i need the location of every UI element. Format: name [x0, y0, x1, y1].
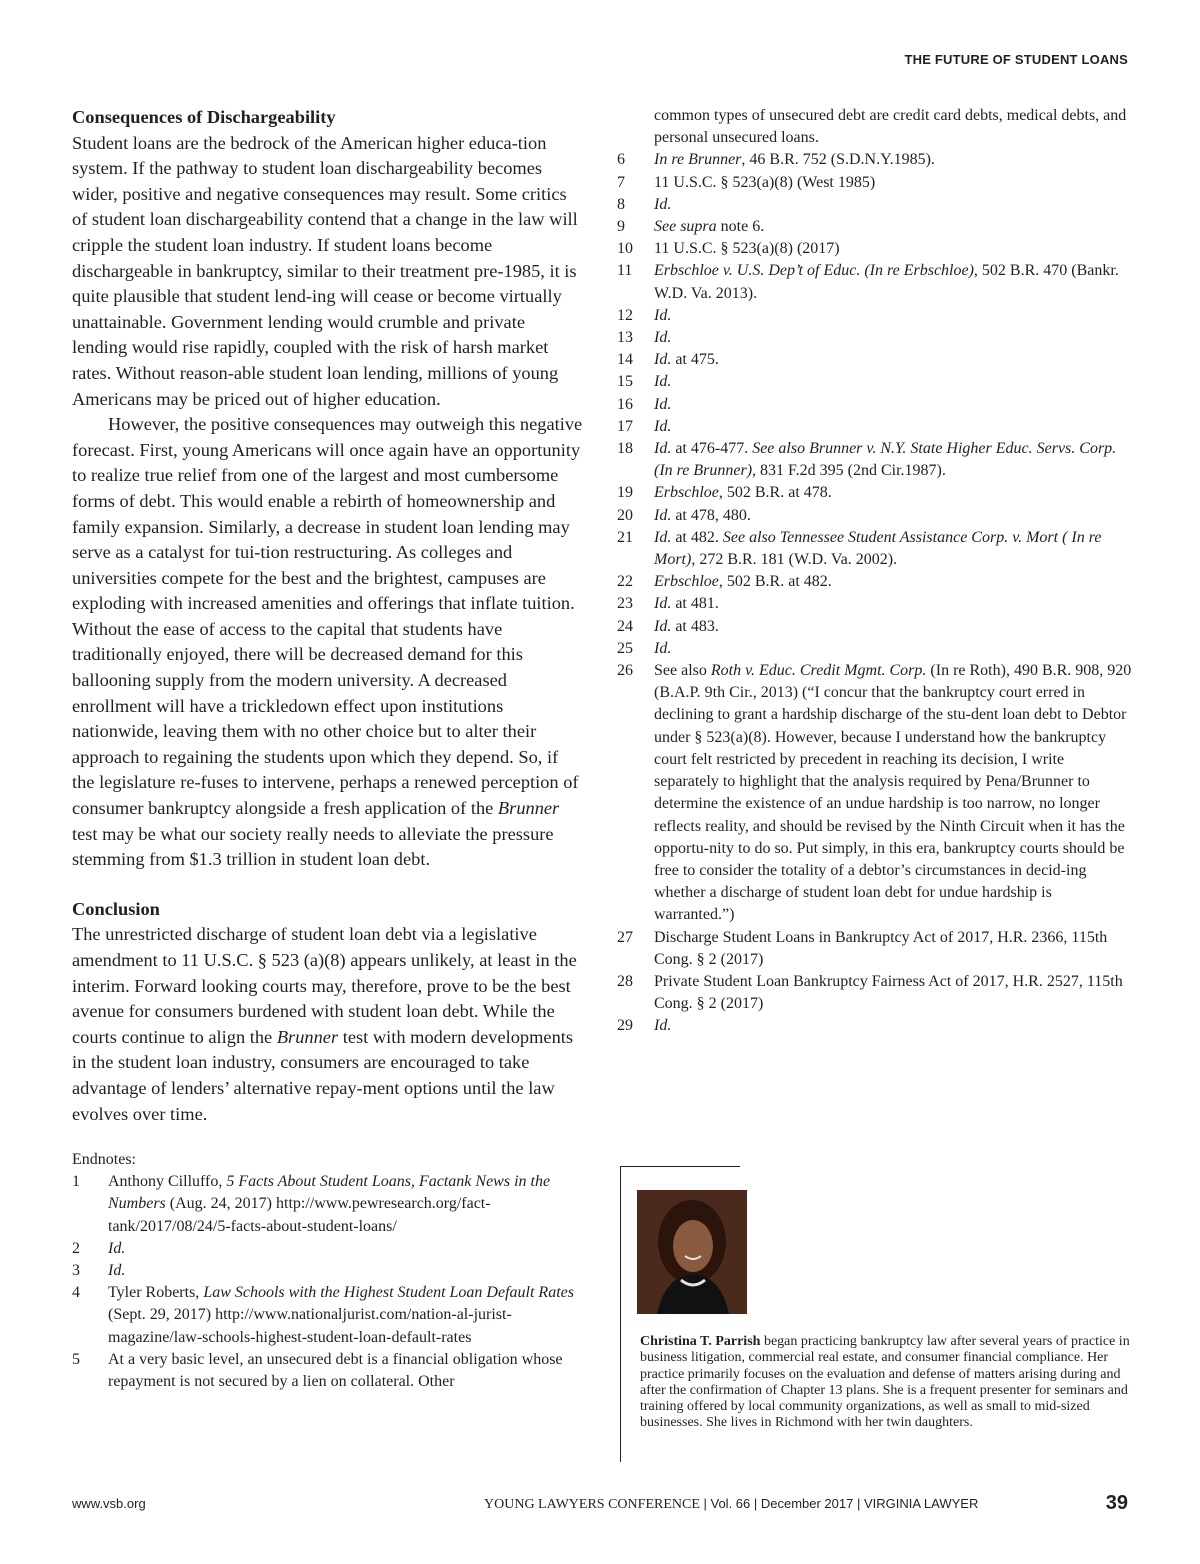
citation-text: at 478, 480. — [671, 506, 751, 524]
endnote-20 — [617, 505, 1132, 527]
endnote-text: common types of unsecured debt are credit card debts, medical debts, and personal unsecured loans. — [654, 107, 1127, 147]
endnote-text — [108, 1260, 584, 1282]
endnote-text — [108, 1238, 584, 1260]
consequences-heading: Consequences of Dischargeability — [72, 107, 336, 127]
citation-italic: Id. — [654, 617, 672, 635]
citation-text: , 831 F.2d 395 (2nd Cir.1987). — [752, 462, 946, 480]
citation-text: At a very basic level, an unsecured debt is a financial obligation whose repayment is not secured by a lien on collateral. Other — [108, 1350, 563, 1390]
paragraph-text: test may be what our society really needs to alleviate the pressure stemming from $1.3 trillion in student loan debt. — [72, 823, 554, 870]
endnote-19 — [617, 482, 1132, 504]
divider — [620, 1166, 740, 1167]
endnote-9 — [617, 216, 1132, 238]
endnote-text — [654, 238, 1132, 260]
endnote-number: 10 — [617, 240, 633, 258]
page-number: 39 — [1105, 1492, 1128, 1514]
consequences-paragraph-1: Student loans are the bedrock of the American higher educa-tion system. If the pathway to student loan dischargeability becomes wider, positive and negative consequences may result. Some critics of student loan dischargeability contend that a change in the law will cripple the student loan industry. If student loans become dischargeable in bankruptcy, similar to their treatment pre-1985, it is quite plausible that student lend-ing will cease or become virtually unattainable. Government lending would crumble and private lending would rise rapidly, coupled with the risk of harsh market rates. Without reason-able student loan lending, millions of young Americans may be priced out of higher education. — [72, 132, 578, 409]
endnotes-list-left — [72, 1171, 584, 1393]
endnote-text — [654, 371, 1132, 393]
endnote-text — [654, 971, 1132, 1015]
endnotes-list-right — [617, 149, 1132, 1037]
endnote-number: 15 — [617, 373, 633, 391]
citation-italic: Id. — [108, 1239, 126, 1257]
author-name: Christina T. Parrish — [640, 1334, 761, 1349]
endnote-text — [654, 505, 1132, 527]
endnote-number: 14 — [617, 351, 633, 369]
endnote-13 — [617, 327, 1132, 349]
endnote-text — [654, 305, 1132, 327]
paragraph-text: test with modern developments in the student loan industry, consumers are encouraged to take advantage of lenders’ alternative repay-ment options until the law evolves over time. — [72, 1026, 574, 1124]
endnote-number: 18 — [617, 440, 633, 458]
citation-italic: See also Tennessee Student Assistance Corp. v. Mort ( In re Mort) — [654, 528, 1102, 569]
endnote-number: 20 — [617, 506, 633, 524]
endnote-text — [654, 1015, 1132, 1037]
citation-text: 11 U.S.C. § 523(a)(8) (2017) — [654, 240, 840, 258]
endnote-text — [108, 1349, 584, 1393]
endnote-text — [108, 1282, 584, 1349]
citation-text: Tyler Roberts, — [108, 1284, 204, 1302]
divider — [620, 1166, 621, 1462]
endnote-number: 23 — [617, 595, 633, 613]
right-column — [617, 105, 1132, 1038]
endnote-number: 21 — [617, 528, 633, 546]
bio-text: began practicing bankruptcy law after several years of practice in business litigation, commercial real estate, and consumer financial compliance. Her practice primarily focuses on the evaluation and defense of matters arising during and after the confirmation of Chapter 13 plans. She is a frequent presenter for seminars and training offered by local community organizations, as well as small to mid-sized businesses. She lives in Richmond with her twin daughters. — [640, 1334, 1130, 1431]
endnote-text — [654, 416, 1132, 438]
endnote-number: 12 — [617, 306, 633, 324]
citation-text: (Aug. 24, 2017) http://www.pewresearch.org/fact-tank/2017/08/24/5-facts-about-student-loans/ — [108, 1195, 491, 1235]
citation-italic: See supra — [654, 218, 717, 236]
endnote-5 — [72, 1349, 584, 1393]
footer-website: www.vsb.org — [72, 1496, 146, 1511]
endnote-text — [654, 527, 1132, 571]
endnote-number: 5 — [72, 1350, 80, 1368]
endnote-number: 3 — [72, 1261, 80, 1279]
endnote-1 — [72, 1171, 584, 1238]
footer-issue: Vol. 66 | December 2017 | VIRGINIA LAWYER — [710, 1496, 979, 1511]
endnote-number: 7 — [617, 173, 625, 191]
citation-italic: Roth v. Educ. Credit Mgmt. Corp. — [710, 662, 927, 680]
consequences-paragraph-2 — [72, 412, 584, 873]
endnote-text — [654, 260, 1132, 304]
endnote-text — [654, 349, 1132, 371]
endnote-text — [654, 194, 1132, 216]
endnote-number: 25 — [617, 639, 633, 657]
endnote-28 — [617, 971, 1132, 1015]
citation-italic: Erbschloe — [654, 484, 719, 502]
endnote-16 — [617, 394, 1132, 416]
citation-text: note 6. — [716, 218, 765, 236]
endnote-22 — [617, 571, 1132, 593]
citation-italic: Id. — [654, 417, 672, 435]
citation-text: Discharge Student Loans in Bankruptcy Act of 2017, H.R. 2366, 115th Cong. § 2 (2017) — [654, 928, 1108, 968]
citation-italic: Id. — [654, 395, 672, 413]
citation-text: , 502 B.R. at 478. — [718, 484, 832, 502]
endnote-text — [654, 571, 1132, 593]
citation-italic: Id. — [108, 1261, 126, 1279]
endnote-15 — [617, 371, 1132, 393]
citation-italic: Id. — [654, 639, 672, 657]
running-head: THE FUTURE OF STUDENT LOANS — [904, 52, 1128, 67]
citation-text: See also — [654, 662, 711, 680]
endnote-text — [654, 172, 1132, 194]
endnote-14 — [617, 349, 1132, 371]
footer-separator: | — [699, 1496, 711, 1511]
citation-text: at 483. — [671, 617, 719, 635]
conclusion-paragraph — [72, 922, 584, 1127]
endnote-number: 8 — [617, 195, 625, 213]
endnote-number: 29 — [617, 1017, 633, 1035]
author-bio-box — [620, 1166, 1132, 1462]
endnote-17 — [617, 416, 1132, 438]
endnote-18 — [617, 438, 1132, 482]
citation-italic: Law Schools with the Highest Student Loan Default Rates — [203, 1284, 574, 1302]
citation-text: (Sept. 29, 2017) http://www.nationaljurist.com/nation-al-jurist-magazine/law-schools-highest-student-loan-default-rates — [108, 1306, 512, 1346]
endnote-2 — [72, 1238, 584, 1260]
conclusion-heading: Conclusion — [72, 898, 160, 919]
endnote-number: 19 — [617, 484, 633, 502]
endnote-8 — [617, 194, 1132, 216]
citation-italic: Id. — [654, 1017, 672, 1035]
endnote-text — [654, 149, 1132, 171]
citation-text: at 482. — [671, 528, 723, 546]
citation-italic: See also Brunner v. N.Y. State Higher Educ. Servs. Corp. (In re Brunner) — [654, 440, 1117, 480]
endnote-number: 11 — [617, 262, 633, 280]
citation-text: Private Student Loan Bankruptcy Fairness Act of 2017, H.R. 2527, 115th Cong. § 2 (2017) — [654, 972, 1123, 1013]
endnote-text — [654, 593, 1132, 615]
citation-italic: In re Brunner — [654, 151, 742, 169]
endnote-text — [654, 660, 1132, 926]
citation-text: Anthony Cilluffo, — [108, 1173, 227, 1191]
endnote-number: 13 — [617, 329, 633, 347]
citation-italic: Id. — [654, 506, 672, 524]
author-bio — [640, 1334, 1130, 1432]
endnote-number: 22 — [617, 573, 633, 591]
citation-italic: Id. — [654, 195, 672, 213]
endnote-number: 4 — [72, 1284, 80, 1302]
citation-text: at 476-477. — [671, 440, 753, 458]
endnote-21 — [617, 527, 1132, 571]
endnote-24 — [617, 616, 1132, 638]
endnote-number: 9 — [617, 218, 625, 236]
author-photo — [637, 1190, 747, 1314]
endnote-4 — [72, 1282, 584, 1349]
citation-text: , 502 B.R. 470 (Bankr. W.D. Va. 2013). — [654, 262, 1119, 302]
endnote-number: 24 — [617, 617, 633, 635]
citation-text: (In re Roth), 490 B.R. 908, 920 (B.A.P. 9th Cir., 2013) (“I concur that the bankruptcy court erred in declining to grant a hardship discharge of the stu-dent loan debt to Debtor under § 523(a)(8). However, because I understand how the bankruptcy court felt restricted by precedent in reaching its decision, I write separately to highlight that the analysis required by Pena/Brunner to determine the existence of an undue hardship is too narrow, no longer reflects reality, and should be revised by the Ninth Circuit when it has the opportu-nity to do so. Put simply, in this era, bankruptcy courts should be free to consider the totality of a debtor’s circumstances in decid-ing whether a discharge of student loan debt for undue hardship is warranted.”) — [654, 662, 1132, 924]
citation-italic: Id. — [654, 595, 672, 613]
endnote-number: 16 — [617, 395, 633, 413]
citation-text: at 475. — [671, 351, 719, 369]
citation-text: 11 U.S.C. § 523(a)(8) (West 1985) — [654, 173, 876, 191]
citation-italic: Id. — [654, 329, 672, 347]
citation-italic: Erbschloe — [654, 573, 719, 591]
endnote-continuation — [617, 105, 1132, 149]
endnote-text — [654, 638, 1132, 660]
endnote-text — [108, 1171, 584, 1238]
endnote-text — [654, 438, 1132, 482]
endnote-text — [654, 216, 1132, 238]
endnote-text — [654, 327, 1132, 349]
citation-text: , 272 B.R. 181 (W.D. Va. 2002). — [691, 551, 898, 569]
citation-italic: Id. — [654, 373, 672, 391]
footer-conference: YOUNG LAWYERS CONFERENCE — [484, 1497, 700, 1512]
endnote-number: 1 — [72, 1173, 80, 1191]
endnote-26 — [617, 660, 1132, 926]
endnote-number: 27 — [617, 928, 633, 946]
endnote-text — [654, 616, 1132, 638]
endnotes-label: Endnotes: — [72, 1151, 136, 1169]
endnote-text — [654, 927, 1132, 971]
citation-text: , 502 B.R. at 482. — [718, 573, 832, 591]
endnote-25 — [617, 638, 1132, 660]
citation-italic: Id. — [654, 306, 672, 324]
footer-publication — [484, 1496, 978, 1513]
endnote-29 — [617, 1015, 1132, 1037]
citation-text: at 481. — [671, 595, 719, 613]
citation-italic: Id. — [654, 440, 672, 458]
endnote-3 — [72, 1260, 584, 1282]
case-name: Brunner — [497, 798, 560, 819]
paragraph-text: The unrestricted discharge of student loan debt via a legislative amendment to 11 U.S.C. § 523 (a)(8) appears unlikely, at least in the interim. Forward looking courts may, therefore, prove to be the best avenue for consumers burdened with student loan debt. While the courts continue to align the — [72, 924, 577, 1047]
case-name: Brunner — [276, 1026, 339, 1047]
endnote-text — [654, 482, 1132, 504]
endnote-12 — [617, 305, 1132, 327]
endnote-text — [654, 394, 1132, 416]
endnote-number: 2 — [72, 1239, 80, 1257]
citation-italic: 5 Facts About Student Loans, Factank News in the Numbers — [108, 1173, 551, 1213]
endnote-number: 6 — [617, 151, 625, 169]
endnote-23 — [617, 593, 1132, 615]
left-column — [72, 105, 584, 1393]
endnote-11 — [617, 260, 1132, 304]
endnote-7 — [617, 172, 1132, 194]
endnote-6 — [617, 149, 1132, 171]
endnote-number: 26 — [617, 662, 633, 680]
endnote-10 — [617, 238, 1132, 260]
endnote-number: 28 — [617, 972, 633, 990]
citation-italic: Id. — [654, 528, 672, 546]
citation-text: , 46 B.R. 752 (S.D.N.Y.1985). — [741, 151, 935, 169]
citation-italic: Id. — [654, 351, 672, 369]
citation-italic: Erbschloe v. U.S. Dep’t of Educ. (In re Erbschloe) — [654, 262, 974, 280]
paragraph-text: However, the positive consequences may outweigh this negative forecast. First, young Americans will once again have an opportunity to realize true relief from one of the largest and most cumbersome forms of debt. This would enable a rebirth of homeownership and family expansion. Similarly, a decrease in student loan lending may serve as a catalyst for tui-tion restructuring. As colleges and universities compete for the best and the brightest, campuses are exploding with increased amenities and offerings that inflate tuition. Without the ease of access to the capital that students have traditionally enjoyed, there will be decreased demand for this ballooning supply from the modern university. A decreased enrollment will have a trickledown effect upon institutions nationwide, leaving them with no other choice but to alter their approach to regaining the students upon which they depend. So, if the legislature re-fuses to intervene, perhaps a renewed perception of consumer bankruptcy alongside a fresh application of the — [72, 414, 583, 819]
endnote-number: 17 — [617, 417, 633, 435]
endnote-27 — [617, 927, 1132, 971]
